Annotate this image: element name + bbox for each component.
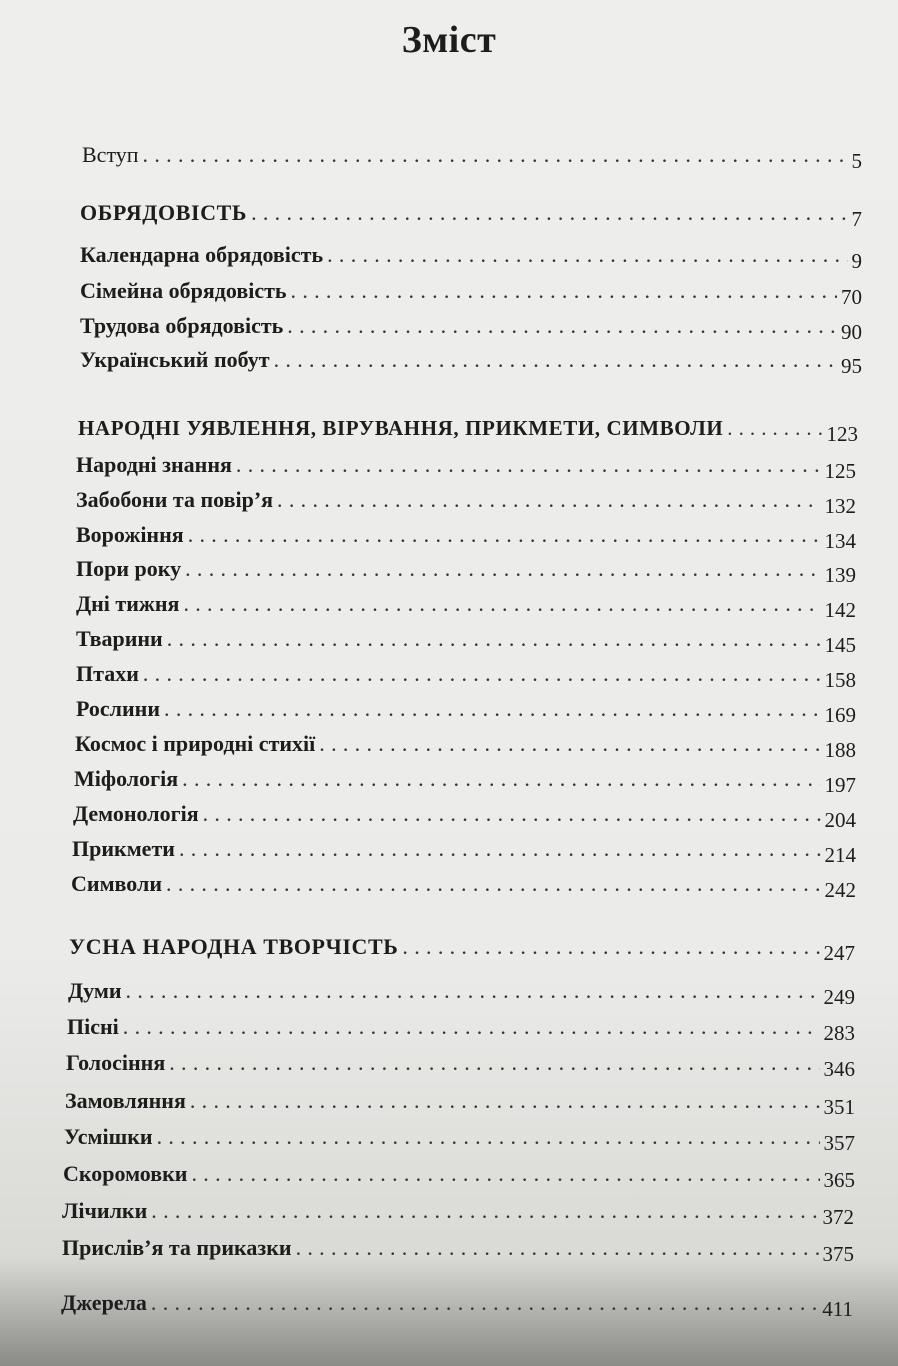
toc-entry xyxy=(63,1161,855,1192)
toc-entry-label: Пори року xyxy=(76,556,182,581)
dot-leader xyxy=(236,452,821,478)
toc-entry-page: 134 xyxy=(824,529,856,553)
dot-leader xyxy=(179,836,821,862)
toc-entry-label: Символи xyxy=(71,871,163,896)
dot-leader xyxy=(143,142,848,168)
toc-entry xyxy=(76,452,856,483)
toc-entry-label: НАРОДНІ УЯВЛЕННЯ, ВІРУВАННЯ, ПРИКМЕТИ, СИМВОЛИ xyxy=(78,416,724,440)
dot-leader xyxy=(327,242,847,268)
toc-entry-page: 142 xyxy=(824,598,856,622)
toc-entry-label: Сімейна обрядовість xyxy=(80,278,287,303)
toc-entry xyxy=(76,626,856,657)
toc-entry-page: 169 xyxy=(824,703,856,727)
dot-leader xyxy=(126,978,820,1004)
toc-entry-page: 351 xyxy=(823,1095,855,1119)
dot-leader xyxy=(203,801,821,827)
page-title: Зміст xyxy=(401,19,497,61)
toc-entry-label: Трудова обрядовість xyxy=(80,313,284,338)
toc-entry xyxy=(74,766,856,797)
toc-entry xyxy=(68,978,855,1009)
toc-entry-label: Дні тижня xyxy=(76,591,180,616)
toc-entry-page: 158 xyxy=(824,668,856,692)
toc-entry-label: Український побут xyxy=(80,347,270,372)
toc-entry xyxy=(80,278,862,309)
toc-entry-label: Рослини xyxy=(76,696,161,721)
dot-leader xyxy=(123,1014,820,1040)
toc-entry xyxy=(65,1088,855,1119)
toc-entry-page: 125 xyxy=(824,459,856,483)
dot-leader xyxy=(296,1235,819,1261)
toc-entry-intro xyxy=(82,142,862,173)
toc-section-rituals xyxy=(80,200,862,231)
dot-leader xyxy=(277,487,820,513)
toc-entry-page: 139 xyxy=(824,563,856,587)
toc-entry-label: Скоромовки xyxy=(63,1161,188,1186)
toc-entry-page: 132 xyxy=(824,494,856,518)
toc-entry-label: Космос і природні стихії xyxy=(75,731,316,756)
toc-entry-page: 197 xyxy=(824,773,856,797)
toc-entry-page: 188 xyxy=(824,738,856,762)
toc-entry-label: Птахи xyxy=(76,661,139,686)
toc-entry xyxy=(64,1124,855,1155)
toc-entry-label: Думи xyxy=(68,978,122,1003)
toc-entry-label: Забобони та повір’я xyxy=(76,487,274,512)
toc-entry xyxy=(76,522,856,553)
toc-entry-label: Міфологія xyxy=(74,766,179,791)
toc-entry-label: Пісні xyxy=(67,1014,119,1039)
toc-entry-label: Ворожіння xyxy=(76,522,184,547)
dot-leader xyxy=(291,278,837,304)
toc-entry-page: 283 xyxy=(823,1021,855,1045)
toc-entry-sources xyxy=(61,1290,853,1321)
toc-entry xyxy=(62,1198,854,1229)
dot-leader xyxy=(251,200,847,226)
dot-leader xyxy=(319,731,820,757)
dot-leader xyxy=(190,1088,820,1114)
dot-leader xyxy=(727,416,822,441)
dot-leader xyxy=(185,556,820,582)
toc-entry-page: 145 xyxy=(824,633,856,657)
toc-entry-label: Замовляння xyxy=(65,1088,186,1113)
toc-entry-page: 242 xyxy=(824,878,856,902)
toc-section-folklore xyxy=(69,934,855,965)
toc-entry xyxy=(72,836,856,867)
toc-entry-page: 90 xyxy=(841,320,862,344)
toc-entry-label: Голосіння xyxy=(66,1050,166,1075)
toc-entry-page: 9 xyxy=(851,249,862,273)
toc-entry-page: 7 xyxy=(851,207,862,231)
toc-entry-page: 247 xyxy=(823,941,855,965)
toc-entry-page: 346 xyxy=(823,1057,855,1081)
toc-entry-page: 357 xyxy=(823,1131,855,1155)
toc-entry-page: 5 xyxy=(851,149,862,173)
toc-entry xyxy=(76,487,856,518)
dot-leader xyxy=(169,1050,819,1076)
dot-leader xyxy=(143,661,821,687)
toc-entry xyxy=(76,696,856,727)
toc-entry-label: Лічилки xyxy=(62,1198,148,1223)
toc-entry xyxy=(75,731,856,762)
toc-entry xyxy=(76,556,856,587)
toc-entry xyxy=(80,242,862,273)
dot-leader xyxy=(191,1161,819,1187)
toc-entry xyxy=(76,591,856,622)
toc-entry-page: 372 xyxy=(822,1205,854,1229)
dot-leader xyxy=(182,766,820,792)
dot-leader xyxy=(151,1290,818,1316)
toc-entry-page: 411 xyxy=(822,1297,853,1321)
toc-entry-label: Прислів’я та приказки xyxy=(62,1235,292,1260)
toc-entry xyxy=(71,871,856,902)
toc-entry-page: 375 xyxy=(822,1242,854,1266)
dot-leader xyxy=(166,871,820,897)
toc-entry xyxy=(66,1050,855,1081)
toc-entry xyxy=(73,801,856,832)
toc-entry xyxy=(80,313,862,344)
toc-entry-page: 70 xyxy=(841,285,862,309)
toc-entry-page: 249 xyxy=(823,985,855,1009)
toc-entry-label: Тварини xyxy=(76,626,163,651)
toc-entry-page: 365 xyxy=(823,1168,855,1192)
dot-leader xyxy=(287,313,837,339)
toc-entry-label: УСНА НАРОДНА ТВОРЧІСТЬ xyxy=(69,934,399,959)
dot-leader xyxy=(151,1198,818,1224)
toc-entry-label: Вступ xyxy=(82,142,139,167)
toc-section-beliefs xyxy=(78,416,858,446)
dot-leader xyxy=(183,591,820,617)
toc-entry-label: Прикмети xyxy=(72,836,175,861)
toc-entry-label: Демонологія xyxy=(73,801,199,826)
dot-leader xyxy=(164,696,820,722)
toc-entry xyxy=(67,1014,855,1045)
dot-leader xyxy=(188,522,821,548)
toc-entry-page: 95 xyxy=(841,354,862,378)
dot-leader xyxy=(274,347,837,373)
toc-entry-label: Усмішки xyxy=(64,1124,153,1149)
toc-entry-label: Народні знання xyxy=(76,452,232,477)
toc-entry-label: ОБРЯДОВІСТЬ xyxy=(80,200,248,225)
dot-leader xyxy=(167,626,821,652)
toc-entry xyxy=(80,347,862,378)
dot-leader xyxy=(402,934,819,960)
dot-leader xyxy=(157,1124,820,1150)
toc-entry xyxy=(76,661,856,692)
toc-entry-page: 214 xyxy=(824,843,856,867)
toc-entry-label: Джерела xyxy=(61,1290,147,1315)
toc-entry-page: 123 xyxy=(826,422,858,446)
toc-entry-label: Календарна обрядовість xyxy=(80,242,324,267)
toc-entry-page: 204 xyxy=(824,808,856,832)
toc-entry xyxy=(62,1235,854,1266)
